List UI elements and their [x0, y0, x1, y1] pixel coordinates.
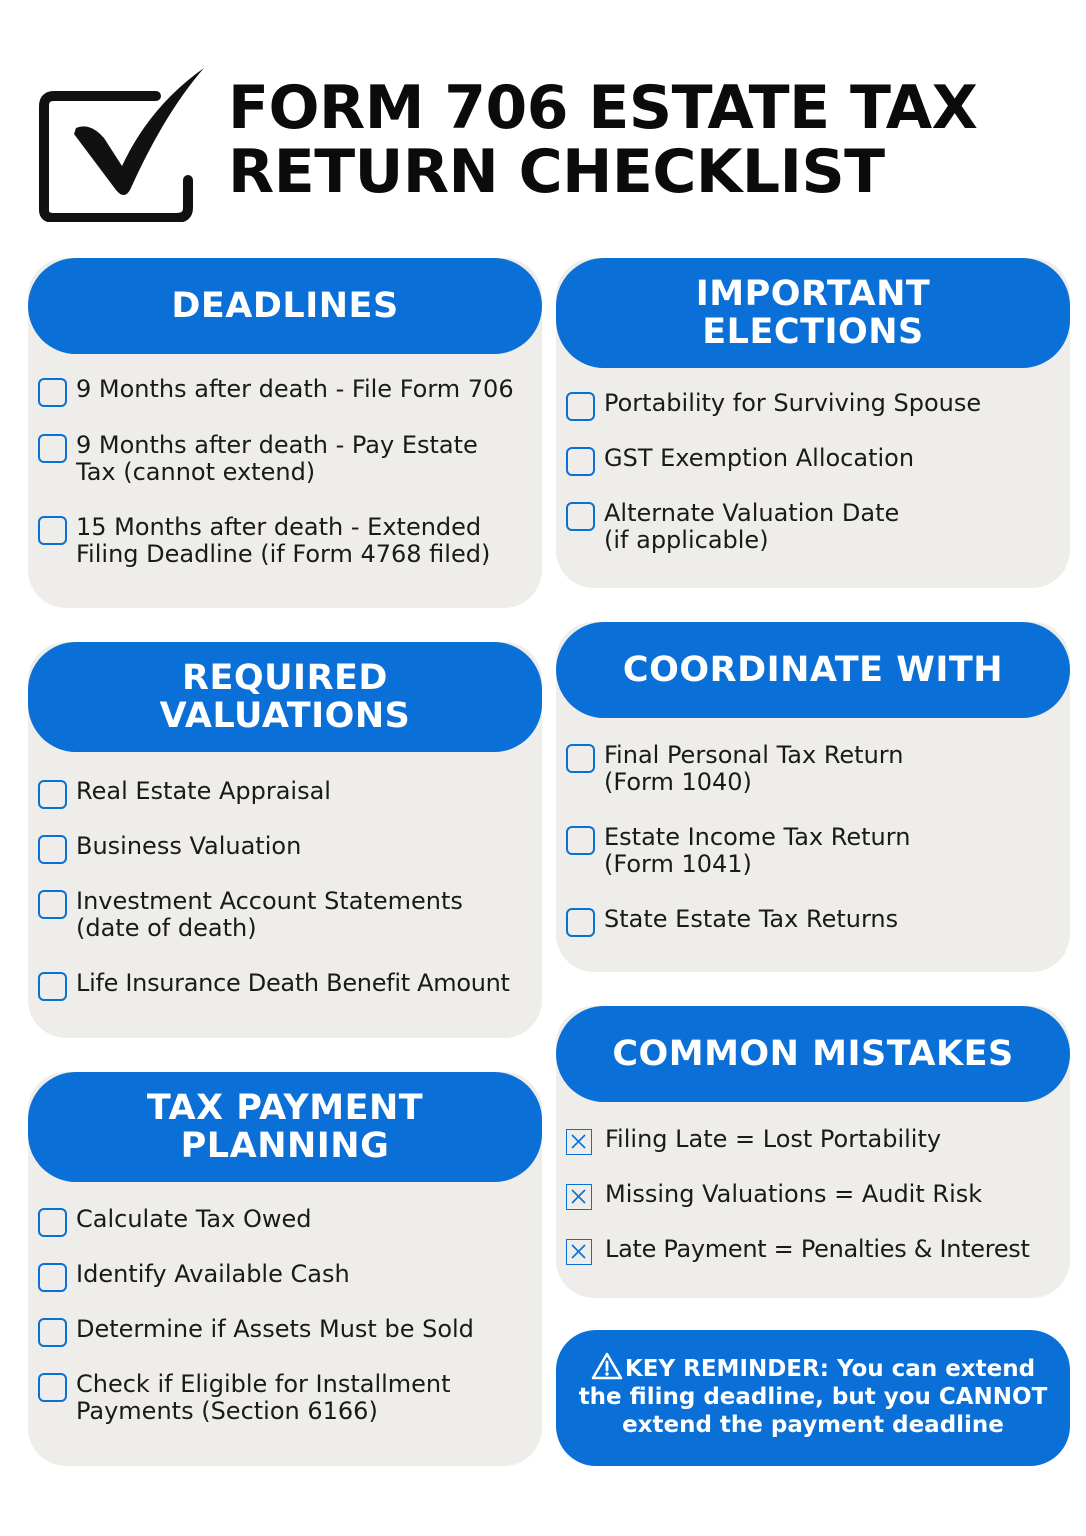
checkbox[interactable]	[38, 890, 67, 919]
checkbox[interactable]	[38, 835, 67, 864]
checkbox[interactable]	[566, 392, 595, 421]
checkbox[interactable]	[38, 1208, 67, 1237]
mistake-item	[566, 1236, 1064, 1265]
checkbox[interactable]	[566, 826, 595, 855]
checklist-item-label: Alternate Valuation Date (if applicable)	[604, 499, 900, 554]
checklist-item[interactable]	[566, 445, 1064, 476]
checklist-item[interactable]	[38, 888, 536, 942]
checkbox[interactable]	[566, 447, 595, 476]
deadlines-heading: DEADLINES	[28, 258, 542, 354]
checkbox-checkmark-icon	[38, 62, 210, 222]
warning-icon	[591, 1352, 623, 1380]
checklist-item-label: State Estate Tax Returns	[604, 905, 899, 933]
valuations-heading: REQUIRED VALUATIONS	[28, 642, 542, 752]
checkbox[interactable]	[566, 502, 595, 531]
mistake-item	[566, 1126, 1064, 1155]
checklist-item[interactable]	[38, 1371, 536, 1425]
page-title	[228, 73, 1068, 207]
checkbox[interactable]	[566, 908, 595, 937]
checkbox[interactable]	[38, 1318, 67, 1347]
page-title-line-1: FORM 706 ESTATE TAX	[228, 73, 978, 143]
deadlines-card	[28, 258, 542, 608]
checklist-item-label: 15 Months after death - Extended Filing Deadline (if Form 4768 filed)	[76, 513, 491, 568]
checkbox[interactable]	[38, 1263, 67, 1292]
elections-card	[556, 258, 1070, 588]
key-reminder-text: KEY REMINDER: You can extend the filing deadline, but you CANNOT extend the payment deadline	[578, 1356, 1048, 1438]
payment-card	[28, 1072, 542, 1466]
checklist-item-label: 9 Months after death - Pay Estate Tax (cannot extend)	[76, 431, 478, 486]
checklist-item[interactable]	[566, 390, 1064, 421]
coordinate-card	[556, 622, 1070, 972]
checklist-item-label: Portability for Surviving Spouse	[604, 389, 982, 417]
mistake-item-label: Missing Valuations = Audit Risk	[605, 1180, 983, 1208]
checklist-item-label: GST Exemption Allocation	[604, 444, 915, 472]
checkbox[interactable]	[38, 780, 67, 809]
checklist-item-label: Calculate Tax Owed	[76, 1205, 312, 1233]
checkbox[interactable]	[38, 1373, 67, 1402]
checklist-item[interactable]	[38, 833, 536, 864]
checklist-item[interactable]	[38, 1316, 536, 1347]
checkbox[interactable]	[38, 378, 67, 407]
checklist-item[interactable]	[566, 500, 1064, 554]
x-mark-icon	[566, 1129, 592, 1155]
checkbox[interactable]	[566, 744, 595, 773]
checklist-item-label: 9 Months after death - File Form 706	[76, 375, 514, 403]
checklist-item[interactable]	[38, 1206, 536, 1237]
mistake-item-label: Filing Late = Lost Portability	[605, 1125, 942, 1153]
checklist-item[interactable]	[566, 742, 1064, 796]
checklist-item[interactable]	[566, 906, 1064, 937]
checklist-item-label: Estate Income Tax Return (Form 1041)	[604, 823, 911, 878]
checklist-item[interactable]	[38, 970, 536, 1001]
x-mark-icon	[566, 1239, 592, 1265]
checkbox[interactable]	[38, 516, 67, 545]
key-reminder-banner	[556, 1330, 1070, 1466]
checklist-item[interactable]	[38, 1261, 536, 1292]
checklist-item-label: Check if Eligible for Installment Payments (Section 6166)	[76, 1370, 451, 1425]
checklist-item-label: Final Personal Tax Return (Form 1040)	[604, 741, 904, 796]
payment-heading: TAX PAYMENT PLANNING	[28, 1072, 542, 1182]
checklist-item[interactable]	[566, 824, 1064, 878]
mistake-item	[566, 1181, 1064, 1210]
checklist-item-label: Life Insurance Death Benefit Amount	[76, 969, 510, 997]
valuations-card	[28, 642, 542, 1038]
checklist-item-label: Determine if Assets Must be Sold	[76, 1315, 474, 1343]
checklist-item[interactable]	[38, 514, 536, 568]
elections-heading: IMPORTANT ELECTIONS	[556, 258, 1070, 368]
checklist-item-label: Real Estate Appraisal	[76, 777, 331, 805]
x-mark-icon	[566, 1184, 592, 1210]
checkbox[interactable]	[38, 972, 67, 1001]
page-header	[0, 0, 1086, 240]
mistakes-card	[556, 1006, 1070, 1298]
checklist-item[interactable]	[38, 778, 536, 809]
checklist-item[interactable]	[38, 432, 536, 486]
checklist-item-label: Investment Account Statements (date of death)	[76, 887, 463, 942]
checklist-item-label: Identify Available Cash	[76, 1260, 350, 1288]
checklist-item-label: Business Valuation	[76, 832, 302, 860]
mistake-item-label: Late Payment = Penalties & Interest	[605, 1235, 1030, 1263]
checklist-item[interactable]	[38, 376, 536, 407]
page-title-line-2: RETURN CHECKLIST	[228, 137, 885, 207]
checkbox[interactable]	[38, 434, 67, 463]
coordinate-heading: COORDINATE WITH	[556, 622, 1070, 718]
mistakes-heading: COMMON MISTAKES	[556, 1006, 1070, 1102]
